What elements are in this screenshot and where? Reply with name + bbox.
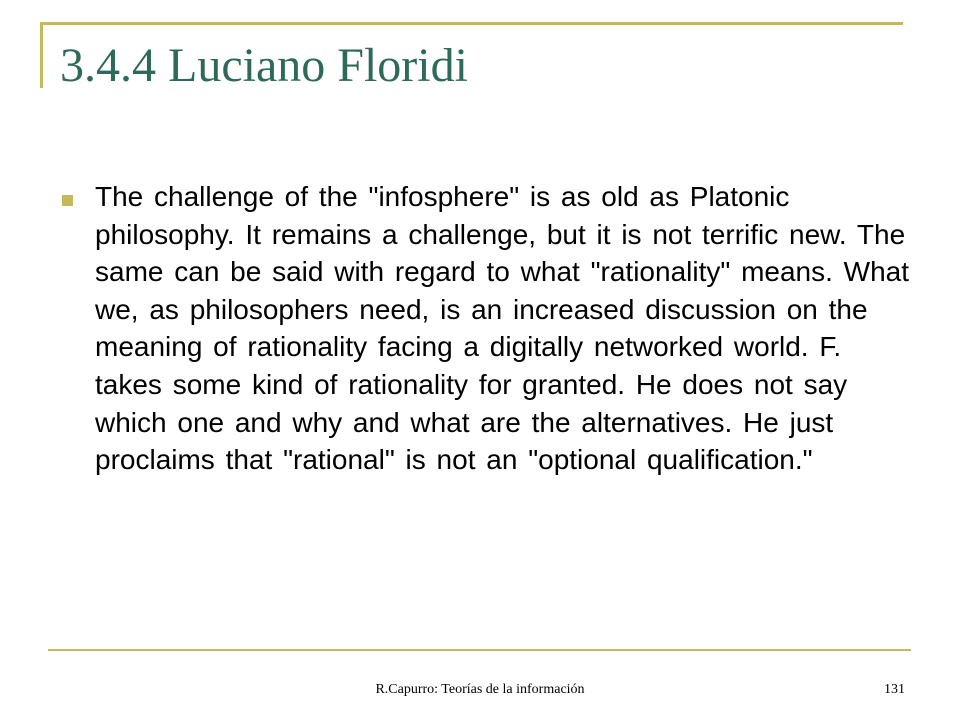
page-number: 131 [884, 682, 905, 697]
top-frame-line [40, 22, 903, 25]
square-bullet-icon [62, 195, 73, 206]
bullet-list [62, 178, 912, 479]
slide-title: 3.4.4 Luciano Floridi [60, 39, 468, 92]
left-frame-line [40, 22, 43, 88]
bullet-text: The challenge of the "infosphere" is as old as Platonic philosophy. It remains a challenge, but it is not terrific new. The same can be said with regard to what "rationality" means. What we, as philosophers need, is an increased discussion on the meaning of rationality facing a digitally networked world. F. takes some kind of rationality for granted. He does not say which one and why and what are the alternatives. He just proclaims that "rational" is not an "optional qualification." [95, 181, 910, 476]
bullet-item [62, 178, 912, 479]
footer-text: R.Capurro: Teorías de la información [375, 682, 585, 697]
footer-divider [48, 649, 911, 651]
